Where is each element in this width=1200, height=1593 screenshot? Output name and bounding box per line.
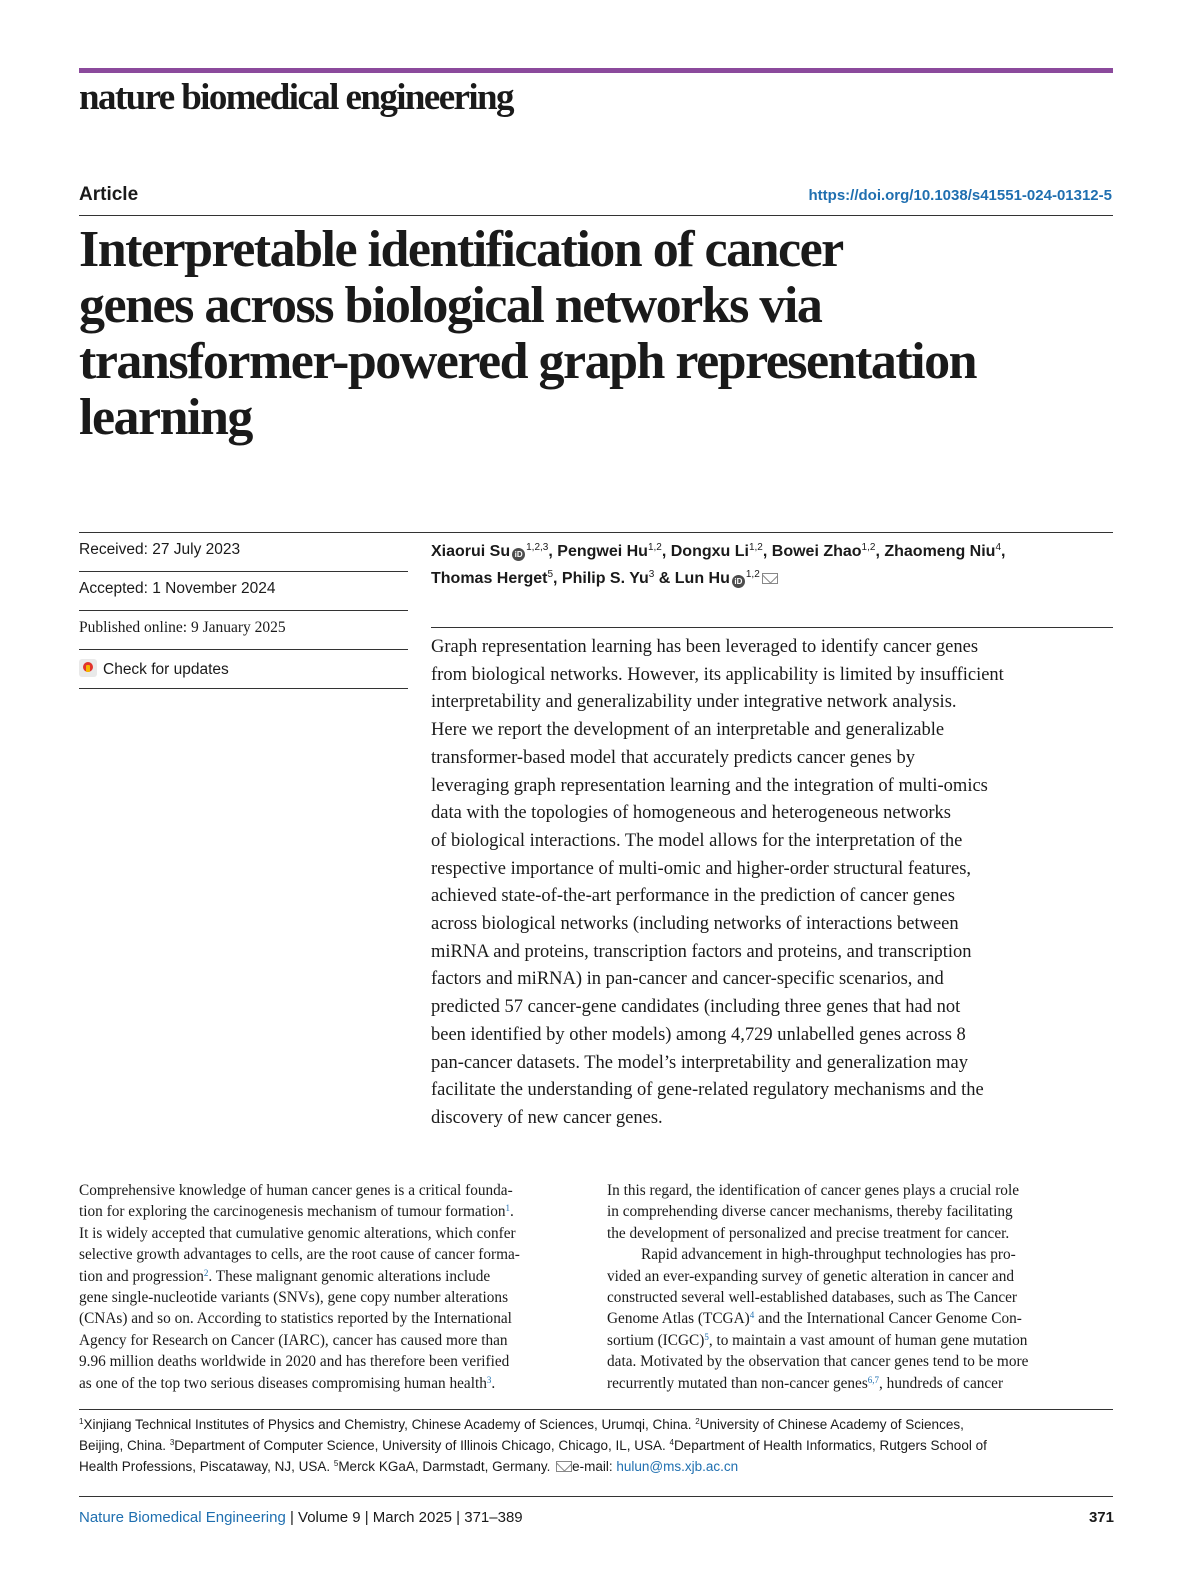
affiliation-text: e-mail: <box>572 1459 617 1474</box>
title-line: learning <box>79 389 252 446</box>
body-text: the development of personalized and precise treatment for cancer. <box>607 1224 1010 1242</box>
abstract-line: Here we report the development of an interpretable and generalizable <box>431 720 945 741</box>
doi-link[interactable]: https://doi.org/10.1038/s41551-024-01312-5 <box>808 187 1112 204</box>
body-text: in comprehending diverse cancer mechanisms, thereby facilitating <box>607 1203 1013 1221</box>
author-separator: , <box>661 543 671 560</box>
body-line <box>607 1223 1115 1244</box>
body-line <box>607 1351 1115 1372</box>
body-line <box>607 1330 1115 1351</box>
citation-link[interactable]: 2 <box>203 1267 209 1278</box>
citation-link[interactable]: 5 <box>704 1331 709 1342</box>
author-affiliation: 3 <box>648 569 655 580</box>
author-name: Zhaomeng Niu <box>884 543 996 560</box>
abstract-line: data with the topologies of homogeneous and heterogeneous networks <box>431 803 951 824</box>
abstract <box>431 634 1121 1133</box>
title-line: genes across biological networks via <box>79 277 822 334</box>
meta-rule <box>79 688 408 689</box>
meta-rule <box>79 571 408 572</box>
body-text: constructed several well-established databases, such as The Cancer <box>607 1289 1018 1307</box>
author-affiliation: 1,2 <box>861 542 876 553</box>
check-updates-label: Check for updates <box>103 661 229 678</box>
author[interactable] <box>671 543 763 560</box>
footer-details: | Volume 9 | March 2025 | 371–389 <box>285 1509 523 1526</box>
footer-citation <box>79 1509 523 1526</box>
author-name: Pengwei Hu <box>557 543 648 560</box>
body-line <box>607 1201 1115 1222</box>
body-line <box>79 1201 587 1222</box>
body-text: In this regard, the identification of cancer genes plays a crucial role <box>607 1182 1019 1199</box>
affiliation-number: 2 <box>695 1417 700 1426</box>
body-text: It is widely accepted that cumulative genomic alterations, which confer <box>79 1224 516 1242</box>
envelope-icon <box>556 1461 572 1472</box>
abstract-line: Graph representation learning has been leveraged to identify cancer genes <box>431 637 979 657</box>
author[interactable] <box>431 570 553 587</box>
body-text: . <box>491 1374 496 1392</box>
body-line <box>607 1308 1115 1329</box>
citation-link[interactable]: 3 <box>486 1374 492 1385</box>
crossmark-icon <box>79 659 97 677</box>
abstract-line: achieved state-of-the-art performance in the prediction of cancer genes <box>431 886 955 907</box>
affiliations <box>79 1414 1119 1477</box>
body-text: tion and progression <box>79 1267 204 1285</box>
affiliation-text: Xinjiang Technical Institutes of Physics and Chemistry, Chinese Academy of Sciences, Urumqi, China. <box>83 1417 696 1432</box>
author[interactable] <box>557 543 662 560</box>
citation-link[interactable]: 4 <box>749 1310 755 1321</box>
top-color-bar <box>79 68 1113 73</box>
abstract-line: respective importance of multi-omic and higher-order structural features, <box>431 858 972 879</box>
header-rule <box>79 215 1113 216</box>
affiliation-number: 4 <box>669 1438 674 1447</box>
body-text: as one of the top two serious diseases compromising human health <box>79 1374 487 1392</box>
body-line <box>79 1351 587 1372</box>
received-date: Received: 27 July 2023 <box>79 541 241 558</box>
body-text: . <box>510 1203 514 1221</box>
author-separator: , <box>762 543 772 560</box>
body-text: selective growth advantages to cells, are the root cause of cancer forma- <box>79 1246 520 1264</box>
affiliation-line <box>79 1435 1119 1456</box>
author-name: Philip S. Yu <box>561 570 649 587</box>
body-line <box>607 1266 1115 1287</box>
author[interactable] <box>772 543 876 560</box>
author[interactable] <box>675 570 778 587</box>
body-text: , to maintain a vast amount of human gene mutation <box>708 1331 1028 1349</box>
meta-rule <box>79 649 408 650</box>
abstract-line: leveraging graph representation learning and the integration of multi-omics <box>431 775 988 796</box>
author-affiliation: 1,2 <box>748 542 763 553</box>
author-affiliation: 4 <box>995 542 1002 553</box>
abstract-line: facilitate the understanding of gene-related regulatory mechanisms and the <box>431 1080 984 1101</box>
footer-journal-link[interactable]: Nature Biomedical Engineering <box>79 1509 286 1526</box>
accepted-date: Accepted: 1 November 2024 <box>79 580 276 597</box>
title-line: Interpretable identification of cancer <box>79 221 843 278</box>
affiliation-line <box>79 1456 1119 1477</box>
affiliation-number: 5 <box>333 1459 339 1468</box>
abstract-line: been identified by other models) among 4,729 unlabelled genes across 8 <box>431 1024 966 1045</box>
author-affiliation: 5 <box>547 569 554 580</box>
body-text: 9.96 million deaths worldwide in 2020 and has therefore been verified <box>79 1353 510 1371</box>
author[interactable] <box>884 543 1001 560</box>
citation-link[interactable]: 6,7 <box>867 1374 880 1385</box>
author-affiliation: 1,2 <box>745 569 760 580</box>
author-separator: , <box>553 570 562 587</box>
body-text: sortium (ICGC) <box>607 1331 705 1349</box>
abstract-line: factors and miRNA) in pan-cancer and cancer-specific scenarios, and <box>431 969 944 990</box>
body-line <box>79 1330 587 1351</box>
body-line <box>607 1180 1115 1201</box>
body-line <box>79 1223 587 1244</box>
body-line <box>79 1180 587 1201</box>
body-line <box>79 1266 587 1287</box>
author-separator: , <box>875 543 885 560</box>
author-affiliation: 1,2 <box>647 542 662 553</box>
body-text: vided an ever-expanding survey of genetic alteration in cancer and <box>607 1267 1015 1285</box>
published-date: Published online: 9 January 2025 <box>79 619 286 636</box>
affiliation-number: 1 <box>79 1417 84 1426</box>
body-text: data. Motivated by the observation that cancer genes tend to be more <box>607 1353 1029 1371</box>
affiliation-text: Department of Computer Science, University of Illinois Chicago, Chicago, IL, USA. <box>174 1438 670 1453</box>
body-text: , hundreds of cancer <box>879 1374 1004 1392</box>
body-text: gene single-nucleotide variants (SNVs), gene copy number alterations <box>79 1289 509 1307</box>
author-name: Lun Hu <box>674 570 730 587</box>
body-line <box>79 1308 587 1329</box>
body-text: Agency for Research on Cancer (IARC), cancer has caused more than <box>79 1331 508 1349</box>
body-column-right <box>607 1180 1115 1394</box>
affiliation-text: Merck KGaA, Darmstadt, Germany. <box>338 1459 555 1474</box>
body-text: tion for exploring the carcinogenesis mechanism of tumour formation <box>79 1203 506 1221</box>
body-line <box>79 1373 587 1394</box>
author-separator: , <box>548 543 558 560</box>
affiliation-line <box>79 1414 1119 1435</box>
body-text: . These malignant genomic alterations include <box>208 1267 491 1285</box>
author-name: Thomas Herget <box>431 570 548 587</box>
article-dates <box>79 532 408 692</box>
body-line <box>79 1287 587 1308</box>
affiliation-text: Beijing, China. <box>79 1438 170 1453</box>
abstract-line: interpretability and generalizability under integrative network analysis. <box>431 692 957 713</box>
author[interactable] <box>562 570 654 587</box>
body-column-left <box>79 1180 587 1394</box>
affiliation-text: Department of Health Informatics, Rutgers School of <box>673 1438 987 1453</box>
article-type-label: Article <box>79 184 139 205</box>
author-affiliation: 1,2,3 <box>526 542 549 553</box>
body-text: Comprehensive knowledge of human cancer genes is a critical founda- <box>79 1182 513 1199</box>
body-line <box>607 1244 1115 1265</box>
body-line <box>607 1287 1115 1308</box>
title-line: transformer-powered graph representation <box>79 333 977 390</box>
abstract-line: transformer-based model that accurately predicts cancer genes by <box>431 747 915 768</box>
abstract-line: of biological interactions. The model allows for the interpretation of the <box>431 830 963 851</box>
check-updates-button[interactable] <box>79 659 229 679</box>
author-name: Dongxu Li <box>670 543 749 560</box>
meta-rule <box>79 610 408 611</box>
body-text: and the International Cancer Genome Con- <box>754 1310 1022 1328</box>
page-number: 371 <box>1088 1509 1114 1526</box>
footer-rule <box>79 1496 1113 1497</box>
author-separator: , <box>1001 543 1006 560</box>
author-name: Xiaorui Su <box>431 543 511 560</box>
affiliation-number: 3 <box>169 1438 175 1447</box>
email-link[interactable]: hulun@ms.xjb.ac.cn <box>616 1459 739 1474</box>
orcid-icon[interactable]: iD <box>512 548 525 561</box>
body-text: recurrently mutated than non-cancer genes <box>607 1374 868 1392</box>
affiliation-text: Health Professions, Piscataway, NJ, USA. <box>79 1459 334 1474</box>
envelope-icon[interactable] <box>762 573 778 584</box>
article-title <box>79 222 1129 446</box>
abstract-line: across biological networks (including networks of interactions between <box>431 914 959 935</box>
citation-link[interactable]: 1 <box>505 1203 510 1214</box>
body-text: Genome Atlas (TCGA) <box>607 1310 750 1328</box>
body-text: Rapid advancement in high-throughput technologies has pro- <box>641 1246 1016 1264</box>
body-line <box>79 1244 587 1265</box>
journal-logo: nature biomedical engineering <box>79 77 513 118</box>
abstract-line: miRNA and proteins, transcription factors and proteins, and transcription <box>431 941 972 962</box>
footnote-rule <box>79 1409 1113 1410</box>
body-text: (CNAs) and so on. According to statistics reported by the International <box>79 1310 512 1328</box>
author-separator: & <box>654 570 675 587</box>
author-name: Bowei Zhao <box>771 543 862 560</box>
abstract-line: predicted 57 cancer-gene candidates (including three genes that had not <box>431 997 961 1018</box>
abstract-line: from biological networks. However, its applicability is limited by insufficient <box>431 664 1004 685</box>
abstract-line: discovery of new cancer genes. <box>431 1107 663 1128</box>
orcid-icon[interactable]: iD <box>732 575 745 588</box>
author-list <box>431 538 1121 592</box>
author[interactable] <box>431 543 548 560</box>
affiliation-text: University of Chinese Academy of Sciences, <box>699 1417 964 1432</box>
abstract-line: pan-cancer datasets. The model’s interpretability and generalization may <box>431 1052 968 1073</box>
abstract-rule <box>431 627 1113 628</box>
body-line <box>607 1373 1115 1394</box>
